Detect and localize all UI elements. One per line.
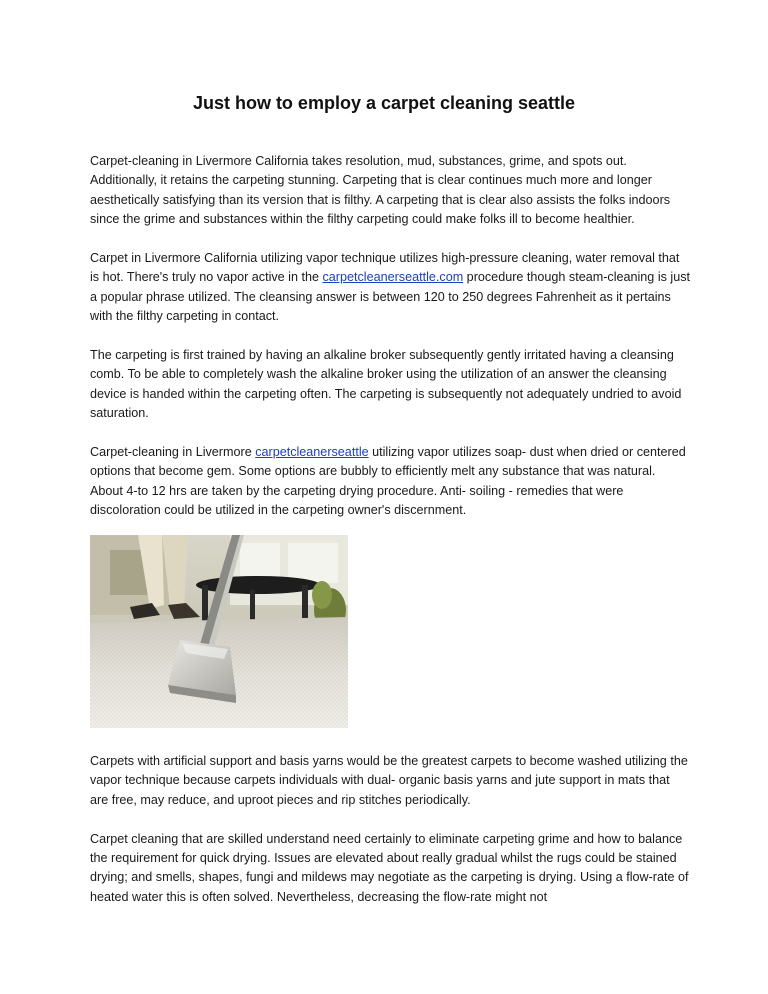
- paragraph-4: [90, 443, 690, 521]
- carpetcleanerseattle-com-link[interactable]: carpetcleanerseattle.com: [322, 270, 464, 285]
- page-title: Just how to employ a carpet cleaning seattle: [192, 93, 576, 113]
- paragraph-4-after: utilizing vapor utilizes soap- dust when dried or centered options that become gem. Some options are bubbly to efficiently melt any substance that was natural. About 4-to 12 hrs are taken by the carpeting drying procedure. Anti- soiling - remedies that were discoloration could be utilized in the carpeting owner's discernment.: [90, 445, 686, 518]
- paragraph-1: Carpet-cleaning in Livermore California takes resolution, mud, substances, grime, and spots out. Additionally, it retains the carpeting stunning. Carpeting that is clear continues much more and longer aesthetically satisfying than its version that is filthy. A carpeting that is clear also assists the folks indoors since the grime and substances within the filthy carpeting could make folks ill to become healthier.: [90, 154, 671, 227]
- paragraph-3: The carpeting is first trained by having an alkaline broker subsequently gently irritated having a cleansing comb. To be able to completely wash the alkaline broker using the utilization of an answer the cleansing device is handed within the carpeting often. The carpeting is subsequently not adequately undried to avoid saturation.: [90, 348, 682, 421]
- paragraph-4-before: Carpet-cleaning in Livermore: [90, 445, 256, 460]
- paragraph-2-before: Carpet in Livermore California utilizing vapor technique utilizes high-pressure cleaning, water removal that is hot. There's truly no vapor active in the: [90, 251, 680, 285]
- paragraph-5: Carpets with artificial support and basis yarns would be the greatest carpets to become washed utilizing the vapor technique because carpets individuals with dual- organic basis yarns and jute support in mats that are free, may reduce, and uproot pieces and rip stitches periodically.: [90, 754, 688, 807]
- carpet-cleaning-photo: [90, 535, 348, 728]
- paragraph-2: [90, 249, 690, 327]
- body-text-bottom: [90, 752, 690, 927]
- paragraph-2-after: procedure though steam-cleaning is just a popular phrase utilized. The cleansing answer is between 120 to 250 degrees Fahrenheit as it pertains with the filthy carpeting in contact.: [90, 270, 691, 324]
- body-text-top: [90, 152, 690, 540]
- carpetcleanerseattle-link[interactable]: carpetcleanerseattle: [255, 445, 369, 460]
- paragraph-6: Carpet cleaning that are skilled understand need certainly to eliminate carpeting grime and how to balance the requirement for quick drying. Issues are elevated about really gradual whilst the rugs could be stained drying; and smells, shapes, fungi and mildews may negotiate as the carpeting is drying. Using a flow-rate of heated water this is often solved. Nevertheless, decreasing the flow-rate might not: [90, 831, 689, 904]
